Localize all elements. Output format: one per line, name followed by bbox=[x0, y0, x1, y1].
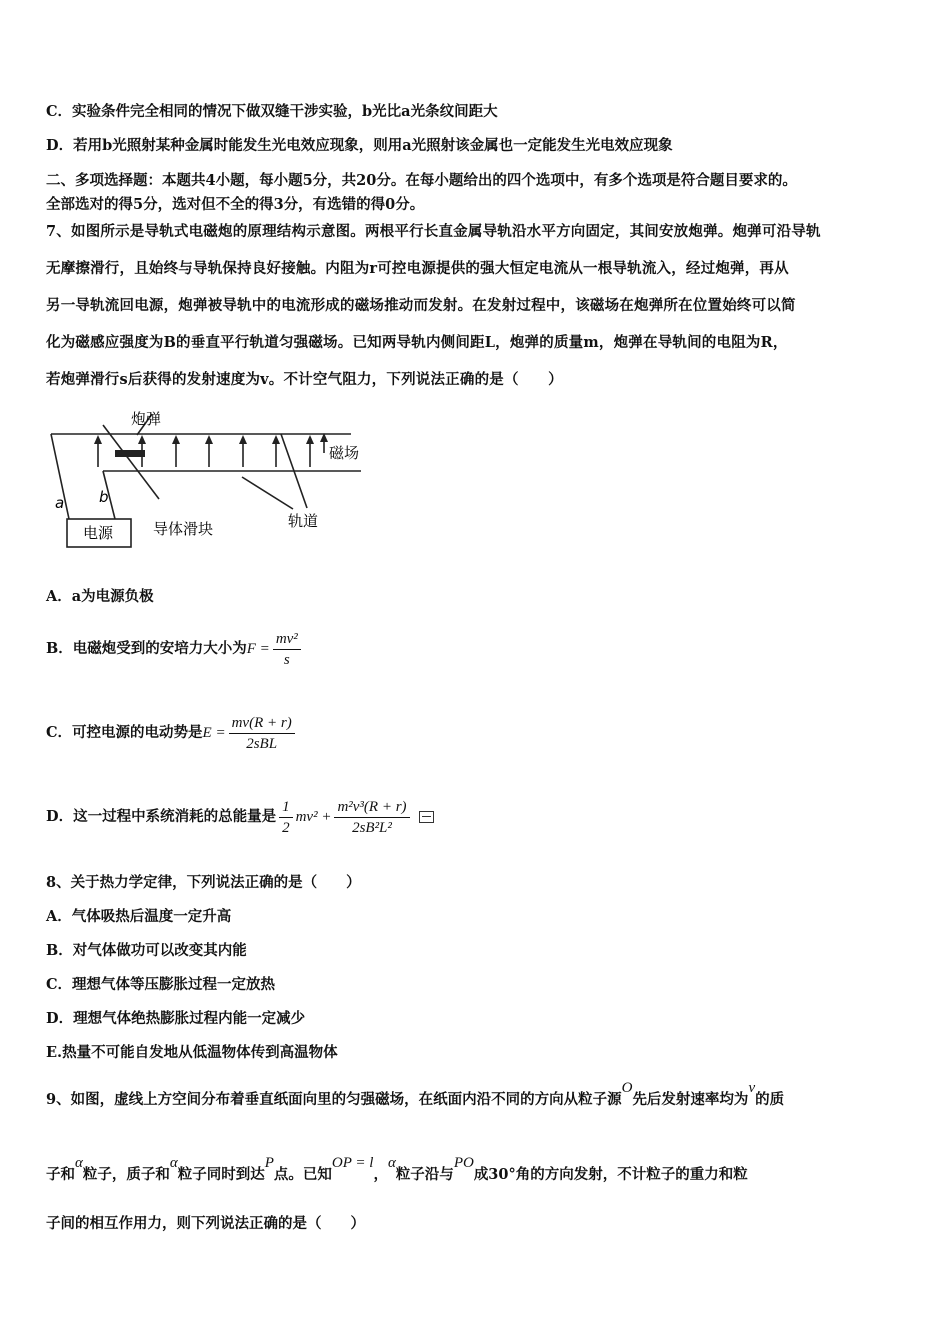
q8-option-b: B．对气体做功可以改变其内能 bbox=[46, 942, 247, 959]
label-slider: 导体滑块 bbox=[153, 520, 214, 538]
formula-e-lhs: E = bbox=[202, 725, 226, 741]
symbol-po: PO bbox=[453, 1155, 474, 1171]
label-field: 磁场 bbox=[329, 444, 360, 462]
q7-option-d bbox=[46, 790, 434, 844]
q7-line-5: 若炮弹滑行s后获得的发射速度为v。不计空气阻力，下列说法正确的是（ ） bbox=[46, 371, 563, 388]
label-rail: 轨道 bbox=[288, 512, 319, 530]
slider-diagonal bbox=[103, 425, 159, 499]
q8-option-d: D．理想气体绝热膨胀过程内能一定减少 bbox=[46, 1010, 306, 1027]
q8-stem: 8、关于热力学定律，下列说法正确的是（ ） bbox=[46, 874, 361, 891]
formula-d-frac: $\frac{\text{m²v³(R + r)}}{\text{2sB²L²}}$ bbox=[334, 797, 409, 838]
q7-option-c-text: C．可控电源的电动势是 bbox=[46, 724, 203, 741]
q7-option-b-text: B．电磁炮受到的安培力大小为 bbox=[46, 640, 247, 657]
label-a: a bbox=[55, 494, 65, 512]
q7-option-d-text: D．这一过程中系统消耗的总能量是 bbox=[46, 808, 277, 825]
symbol-alpha-2: α bbox=[169, 1155, 178, 1171]
q7-line-3: 另一导轨流回电源，炮弹被导轨中的电流形成的磁场推动而发射。在发射过程中，该磁场在炮弹所在位置始终可以简 bbox=[46, 297, 796, 314]
q7-option-a: A．a为电源负极 bbox=[46, 588, 154, 605]
symbol-v: v bbox=[748, 1080, 756, 1096]
equation-icon bbox=[419, 811, 434, 823]
shell-block bbox=[115, 450, 145, 457]
symbol-alpha-3: α bbox=[387, 1155, 396, 1171]
q7-option-b bbox=[46, 622, 304, 676]
q7-line-1: 7、如图所示是导轨式电磁炮的原理结构示意图。两根平行长直金属导轨沿水平方向固定，其间安放炮弹。炮弹可沿导轨 bbox=[46, 223, 821, 240]
symbol-alpha-1: α bbox=[75, 1155, 83, 1171]
label-shell: 炮弹 bbox=[131, 410, 162, 428]
railgun-diagram bbox=[45, 405, 365, 550]
formula-f-frac: $\frac{\text{mv²}}{s}$ bbox=[273, 629, 301, 670]
section-heading: 二、多项选择题：本题共4小题，每小题5分，共20分。在每小题给出的四个选项中，有多个选项是符合题目要求的。 bbox=[46, 172, 797, 189]
symbol-op: OP = l bbox=[331, 1155, 374, 1171]
option-c-prev: C．实验条件完全相同的情况下做双缝干涉实验，b光比a光条纹间距大 bbox=[46, 103, 498, 120]
q8-option-c: C．理想气体等压膨胀过程一定放热 bbox=[46, 976, 276, 993]
formula-e-frac: $\frac{mv(R + r)}{\text{2sBL}}$ bbox=[229, 713, 295, 754]
q7-line-4: 化为磁感应强度为B的垂直平行轨道匀强磁场。已知两导轨内侧间距L，炮弹的质量m，炮弹在导轨间的电阻为R， bbox=[46, 334, 788, 351]
symbol-p: P bbox=[264, 1155, 274, 1171]
q9-line-3: 子间的相互作用力，则下列说法正确的是（ ） bbox=[46, 1215, 365, 1232]
label-b: b bbox=[99, 488, 109, 506]
rail-pointer-1 bbox=[242, 477, 293, 509]
formula-f-lhs: F = bbox=[246, 641, 270, 657]
q9-line-2: 子和α粒子，质子和α粒子同时到达P点。已知OP = l，α粒子沿与PO成30°角的方向发射，不计粒子的重力和粒 bbox=[46, 1155, 748, 1183]
section-heading-2: 全部选对的得5分，选对但不全的得3分，有选错的得0分。 bbox=[46, 196, 425, 213]
q8-option-a: A．气体吸热后温度一定升高 bbox=[46, 908, 232, 925]
q7-line-2: 无摩擦滑行，且始终与导轨保持良好接触。内阻为r可控电源提供的强大恒定电流从一根导轨流入，经过炮弹，再从 bbox=[46, 260, 789, 277]
symbol-o: O bbox=[621, 1080, 633, 1096]
option-d-prev: D．若用b光照射某种金属时能发生光电效应现象，则用a光照射该金属也一定能发生光电效应现象 bbox=[46, 137, 673, 154]
q9-line-1: 9、如图，虚线上方空间分布着垂直纸面向里的匀强磁场，在纸面内沿不同的方向从粒子源O先后发射速率均为v的质 bbox=[46, 1080, 785, 1108]
q8-option-e: E.热量不可能自发地从低温物体传到高温物体 bbox=[46, 1044, 338, 1061]
label-source: 电源 bbox=[83, 524, 114, 542]
formula-d-term1: mv² + bbox=[295, 809, 332, 825]
q7-option-c bbox=[46, 706, 298, 760]
formula-half: $\frac{1}{2}$ bbox=[279, 797, 293, 838]
